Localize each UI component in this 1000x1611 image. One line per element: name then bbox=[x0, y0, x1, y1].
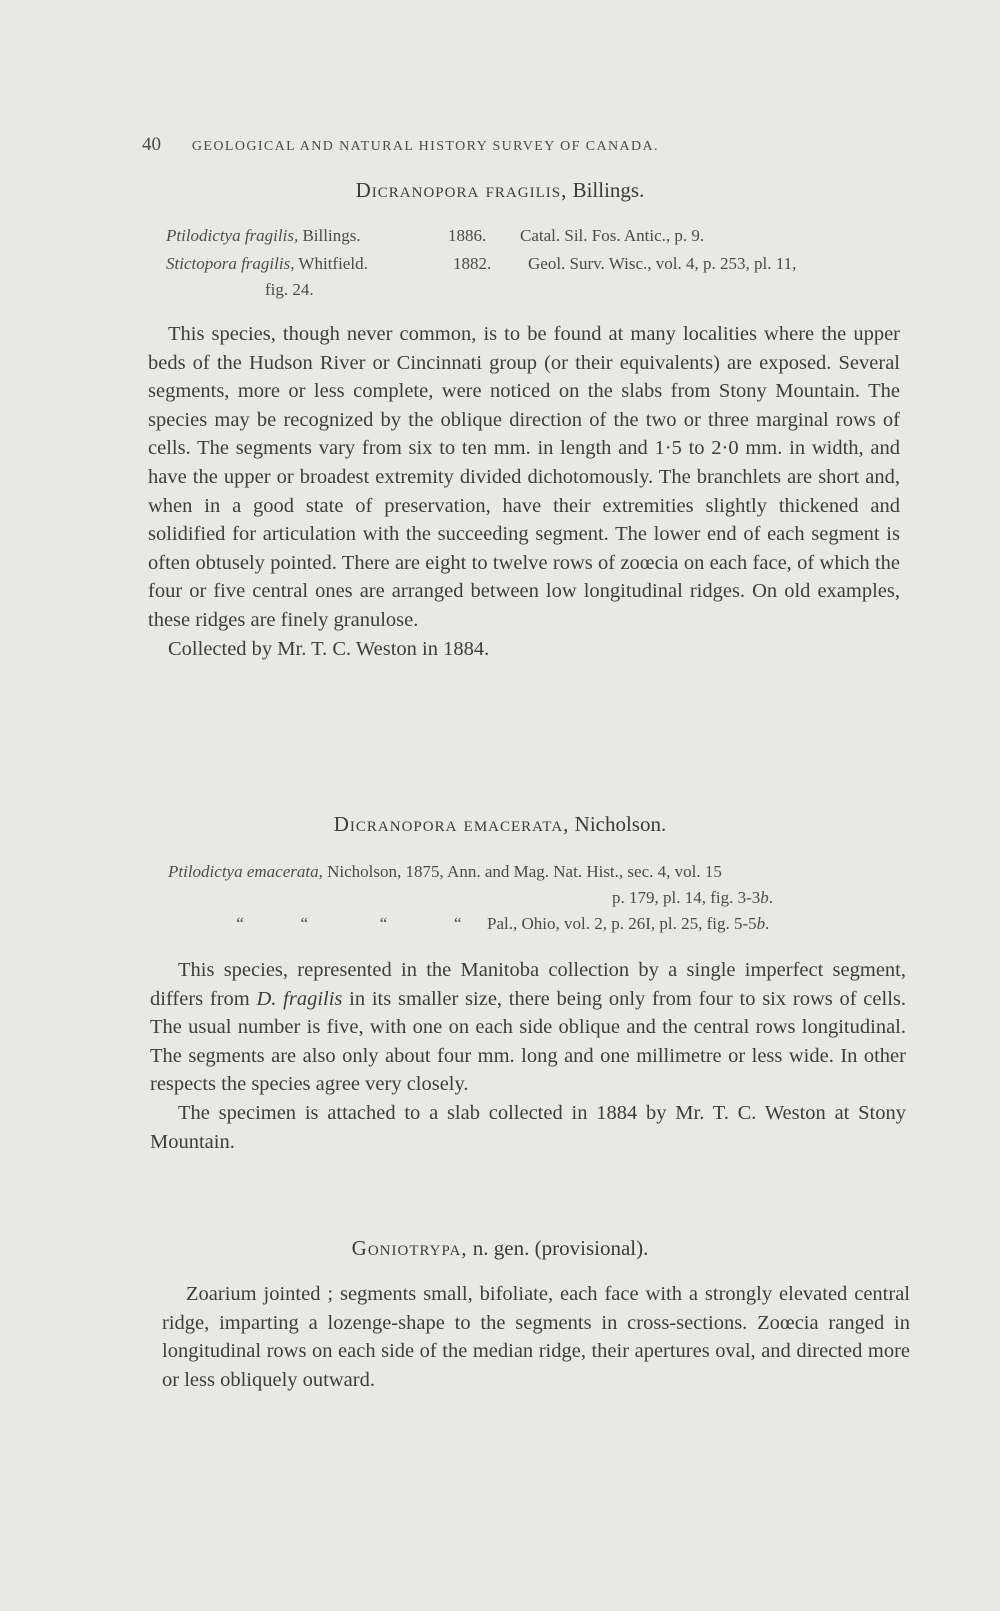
heading-genus: Goniotrypa, bbox=[351, 1236, 468, 1260]
paragraph: Collected by Mr. T. C. Weston in 1884. bbox=[168, 637, 490, 660]
paragraph: Zoarium jointed ; segments small, bifoliate, each face with a strongly elevated central ridge, imparting a lozenge-shape to the segments in cross-sections. Zoœcia ranged in longitudinal rows on each side of the median ridge, their apertures oval, and directed more or less obliquely outward. bbox=[162, 1283, 910, 1391]
heading-author: Nicholson. bbox=[574, 812, 667, 836]
paragraph-text: in its smaller size, there being only from four to six rows of cells. The usual number is five, with one on each side oblique and the central rows longitudinal. The segments are also only about four mm. long and one millimetre or less wide. In other respects the species agree very closely. bbox=[150, 987, 907, 1096]
species-heading-fragilis bbox=[0, 178, 1000, 203]
heading-rest: n. gen. (provisional). bbox=[472, 1236, 649, 1260]
synonym-ref-2: Geol. Surv. Wisc., vol. 4, p. 253, pl. 11, bbox=[528, 254, 797, 273]
ditto-mark: “ bbox=[379, 914, 388, 933]
paragraph-text: This species, represented in the Manitoba collection by a single imperfect segment, differs from bbox=[150, 959, 906, 1010]
body-text-fragilis bbox=[148, 320, 900, 663]
running-head bbox=[142, 134, 872, 156]
synonym-year-2: 1882. bbox=[453, 254, 492, 273]
synonym-ref-end: . bbox=[765, 914, 770, 933]
heading-genus: Dicranopora emacerata, bbox=[333, 812, 570, 836]
synonym-ref-cont-text: p. 179, pl. 14, fig. 3-3 bbox=[612, 888, 761, 907]
synonym-name: Stictopora fragilis, bbox=[166, 254, 295, 273]
synonym-ref-2-cont: fig. 24. bbox=[265, 280, 314, 299]
body-text-emacerata bbox=[150, 956, 906, 1156]
synonym-ref-italic: b bbox=[756, 914, 766, 933]
ditto-mark: “ bbox=[300, 914, 309, 933]
synonym-ref: Nicholson, 1875, Ann. and Mag. Nat. Hist., sec. 4, vol. 15 bbox=[327, 862, 722, 881]
running-head-title: GEOLOGICAL AND NATURAL HISTORY SURVEY OF CANADA. bbox=[191, 139, 659, 154]
genus-heading-goniotrypa bbox=[0, 1236, 1000, 1261]
synonym-name: Ptilodictya emacerata, bbox=[168, 862, 323, 881]
paragraph: The specimen is attached to a slab collected in 1884 by Mr. T. C. Weston at Stony Mountain. bbox=[150, 1101, 906, 1153]
synonym-author: Billings. bbox=[302, 226, 361, 245]
synonym-ref-cont bbox=[612, 888, 773, 908]
synonym-line-2 bbox=[166, 254, 368, 274]
synonym-line-emacerata bbox=[168, 862, 722, 882]
ditto-mark: “ bbox=[453, 914, 462, 933]
page-number: 40 bbox=[142, 134, 161, 155]
synonym-ref-1: Catal. Sil. Fos. Antic., p. 9. bbox=[520, 226, 705, 245]
paragraph: This species, though never common, is to be found at many localities where the upper beds of the Hudson River or Cincinnati group (or their equivalents) are exposed. Several segments, more or less complete, were noticed on the slabs from Stony Mountain. The species may be recognized by the oblique direction of the two or three marginal rows of cells. The segments vary from six to ten mm. in length and 1·5 to 2·0 mm. in width, and have the upper or broadest extremity divided dichotomously. The branchlets are short and, when in a good state of preservation, have their extremities slightly thickened and solidified for articulation with the succeeding segment. The lower end of each segment is often obtusely pointed. There are eight to twelve rows of zoœcia on each face, of which the four or five central ones are arranged between low longitudinal ridges. On old examples, these ridges are finely granulose. bbox=[148, 323, 900, 631]
synonym-ref: Pal., Ohio, vol. 2, p. 26I, pl. 25, fig. 5-5 bbox=[487, 914, 757, 933]
synonym-ref-cont-italic: b bbox=[760, 888, 769, 907]
body-text-goniotrypa bbox=[162, 1280, 910, 1394]
synonym-name: Ptilodictya fragilis, bbox=[166, 226, 299, 245]
synonym-year-1: 1886. bbox=[448, 226, 487, 245]
species-heading-emacerata bbox=[0, 812, 1000, 837]
heading-author: Billings. bbox=[572, 178, 645, 202]
synonym-author: Whitfield. bbox=[298, 254, 368, 273]
synonym-ditto-line bbox=[210, 914, 769, 934]
synonym-line-1 bbox=[166, 226, 361, 246]
heading-genus: Dicranopora fragilis, bbox=[355, 178, 568, 202]
paragraph bbox=[150, 956, 906, 1099]
species-name: D. fragilis bbox=[256, 987, 343, 1010]
synonym-ref-cont-end: . bbox=[768, 888, 774, 907]
ditto-mark: “ bbox=[236, 914, 244, 933]
